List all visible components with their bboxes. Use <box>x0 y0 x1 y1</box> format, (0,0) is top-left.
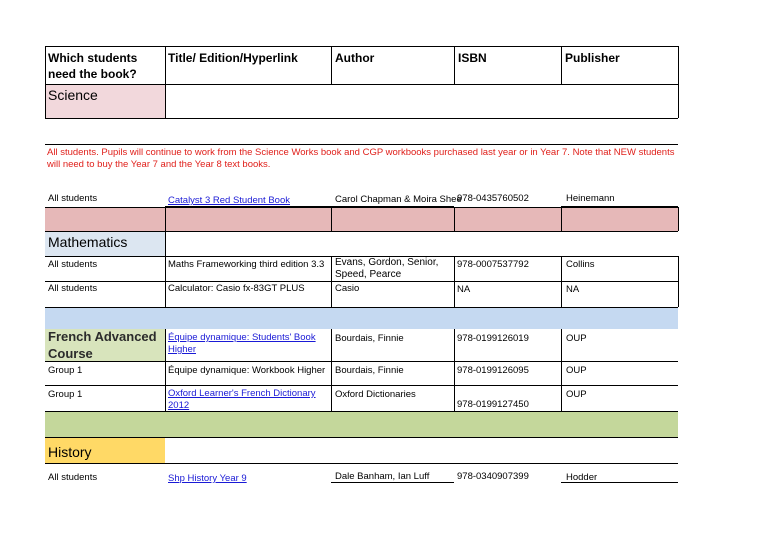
french-row1-title-link[interactable]: Équipe dynamique: Students' Book Higher <box>168 332 316 355</box>
math-row1-who: All students <box>48 259 98 270</box>
french-row3-title-link[interactable]: Oxford Learner's French Dictionary 2012 <box>168 388 316 411</box>
science-note: All students. Pupils will continue to work from the Science Works book and CGP workbooks purchased last year or in Year 7. Note that NEW students will need to buy the Year 7 and the Year 8 text books. <box>47 147 675 170</box>
french-row2-publisher: OUP <box>566 365 587 376</box>
science-pink-band <box>45 207 678 231</box>
header-who: Which students need the book? <box>48 51 138 81</box>
science-row-who: All students <box>48 193 98 204</box>
french-row3-isbn: 978-0199127450 <box>457 399 529 410</box>
science-row-title-link[interactable]: Catalyst 3 Red Student Book <box>168 195 290 206</box>
header-title: Title/ Edition/Hyperlink <box>168 51 298 65</box>
history-heading: History <box>48 444 92 460</box>
math-row1-publisher: Collins <box>566 259 595 270</box>
french-row1-author: Bourdais, Finnie <box>335 333 404 344</box>
history-row-who: All students <box>48 472 98 483</box>
math-row1-author: Evans, Gordon, Senior, Speed, Pearce <box>335 257 439 280</box>
french-row2-title: Équipe dynamique: Workbook Higher <box>168 365 326 376</box>
french-row2-who: Group 1 <box>48 365 83 376</box>
french-row1-publisher: OUP <box>566 333 587 344</box>
math-row2-publisher: NA <box>566 284 580 295</box>
french-row2-isbn: 978-0199126095 <box>457 365 529 376</box>
math-heading: Mathematics <box>48 234 128 250</box>
science-row-author: Carol Chapman & Moira Shee <box>335 194 462 205</box>
history-row-publisher: Hodder <box>566 472 598 483</box>
math-row2-author: Casio <box>335 283 360 294</box>
french-green-band <box>45 411 678 437</box>
french-row3-publisher: OUP <box>566 389 587 400</box>
science-row-publisher: Heinemann <box>566 193 615 204</box>
math-blue-band <box>45 307 678 329</box>
math-row2-isbn: NA <box>457 284 471 295</box>
math-row1-isbn: 978-0007537792 <box>457 259 529 270</box>
history-row-author: Dale Banham, Ian Luff <box>335 471 430 482</box>
french-row3-author: Oxford Dictionaries <box>335 389 416 400</box>
math-row2-title: Calculator: Casio fx-83GT PLUS <box>168 283 305 294</box>
history-row-isbn: 978-0340907399 <box>457 471 529 482</box>
french-heading: French Advanced Course <box>48 329 157 361</box>
math-row2-who: All students <box>48 283 98 294</box>
science-heading: Science <box>48 87 98 103</box>
french-row3-who: Group 1 <box>48 389 83 400</box>
math-row1-title: Maths Frameworking third edition 3.3 <box>168 259 325 270</box>
header-author: Author <box>335 51 375 65</box>
history-row-title-link[interactable]: Shp History Year 9 <box>168 473 247 484</box>
science-row-isbn: 978-0435760502 <box>457 193 529 204</box>
french-row1-isbn: 978-0199126019 <box>457 333 529 344</box>
header-isbn: ISBN <box>458 51 487 65</box>
header-publisher: Publisher <box>565 51 620 65</box>
french-row2-author: Bourdais, Finnie <box>335 365 404 376</box>
